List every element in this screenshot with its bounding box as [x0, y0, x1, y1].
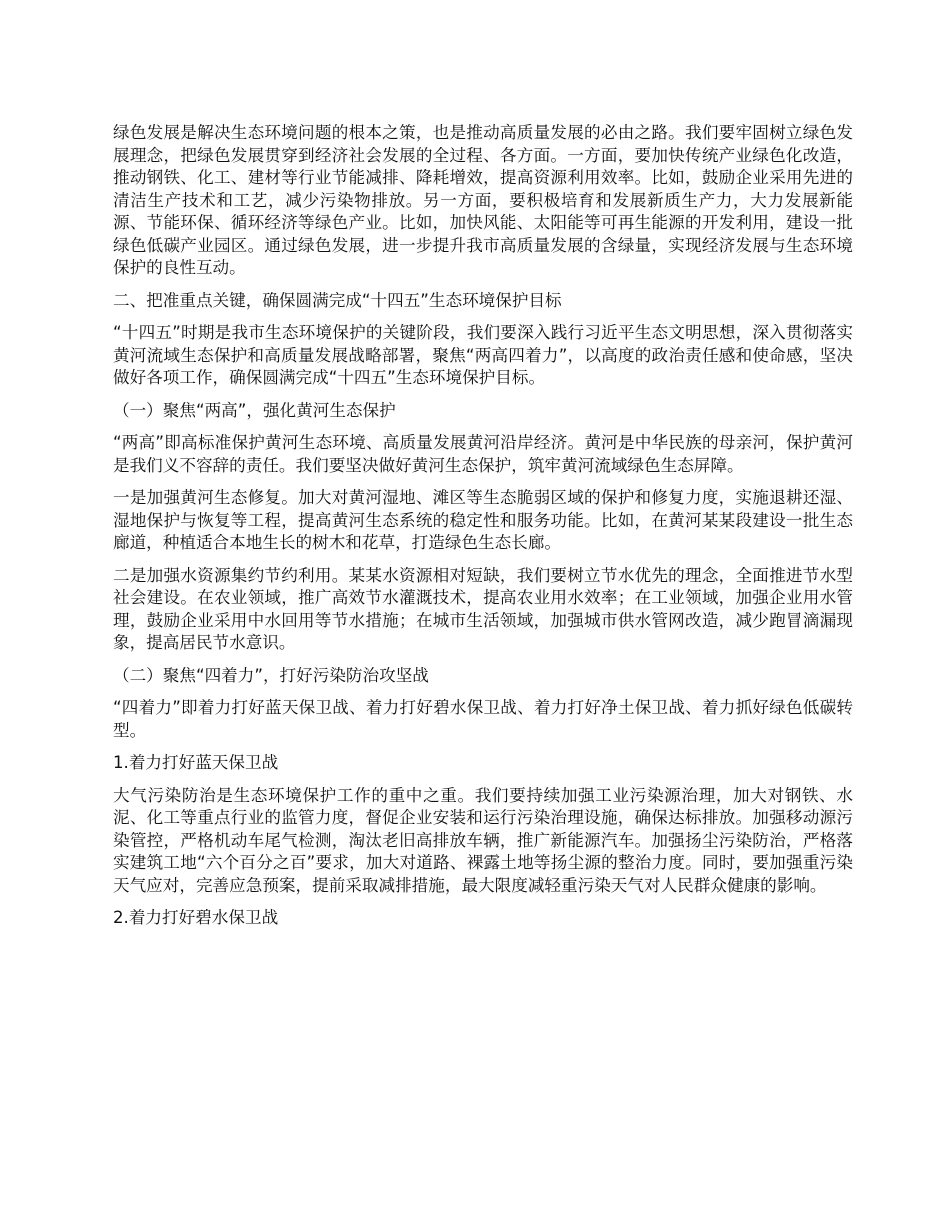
heading-section-two: 二、把准重点关键，确保圆满完成“十四五”生态环境保护目标	[113, 290, 562, 310]
heading-blue-sky: 1.着力打好蓝天保卫战	[113, 753, 279, 772]
heading-clear-water: 2.着力打好碧水保卫战	[113, 908, 279, 927]
paragraph-air-pollution: 大气污染防治是生态环境保护工作的重中之重。我们要持续加强工业污染源治理，加大对钢铁、水泥、化工等重点行业的监管力度，督促企业安装和运行污染治理设施，确保达标排放。加强移动源污染管控，严格机动车尾气检测，淘汰老旧高排放车辆，推广新能源汽车。加强扬尘污染防治，严格落实建筑工地“六个百分之百”要求，加大对道路、裸露土地等扬尘源的整治力度。同时，要加强重污染天气应对，完善应急预案，提前采取减排措施，最大限度减轻重污染天气对人民群众健康的影响。	[113, 785, 853, 895]
paragraph-green-development: 绿色发展是解决生态环境问题的根本之策，也是推动高质量发展的必由之路。我们要牢固树立绿色发展理念，把绿色发展贯穿到经济社会发展的全过程、各方面。一方面，要加快传统产业绿色化改造，推动钢铁、化工、建材等行业节能减排、降耗增效，提高资源利用效率。比如，鼓励企业采用先进的清洁生产技术和工艺，减少污染物排放。另一方面，要积极培育和发展新质生产力，大力发展新能源、节能环保、循环经济等绿色产业。比如，加快风能、太阳能等可再生能源的开发利用，建设一批绿色低碳产业园区。通过绿色发展，进一步提升我市高质量发展的含绿量，实现经济发展与生态环境保护的良性互动。	[113, 123, 853, 277]
heading-subsection-one: （一）聚焦“两高”，强化黄河生态保护	[113, 400, 396, 420]
paragraph-ecological-restoration: 一是加强黄河生态修复。加大对黄河湿地、滩区等生态脆弱区域的保护和修复力度，实施退耕还湿、湿地保护与恢复等工程，提高黄河生态系统的稳定性和服务功能。比如，在黄河某某段建设一批生态廊道，种植适合本地生长的树木和花草，打造绿色生态长廊。	[113, 488, 853, 552]
paragraph-two-highs: “两高”即高标准保护黄河生态环境、高质量发展黄河沿岸经济。黄河是中华民族的母亲河，保护黄河是我们义不容辞的责任。我们要坚决做好黄河生态保护，筑牢黄河流域绿色生态屏障。	[113, 433, 853, 475]
heading-subsection-two: （二）聚焦“四着力”，打好污染防治攻坚战	[113, 665, 429, 685]
paragraph-four-efforts: “四着力”即着力打好蓝天保卫战、着力打好碧水保卫战、着力打好净土保卫战、着力抓好绿色低碳转型。	[113, 698, 853, 740]
paragraph-water-conservation: 二是加强水资源集约节约利用。某某水资源相对短缺，我们要树立节水优先的理念，全面推进节水型社会建设。在农业领域，推广高效节水灌溉技术，提高农业用水效率；在工业领域，加强企业用水管理，鼓励企业采用中水回用等节水措施；在城市生活领域，加强城市供水管网改造，减少跑冒滴漏现象，提高居民节水意识。	[113, 565, 853, 652]
document-page	[113, 122, 853, 940]
paragraph-14th-five-year: “十四五”时期是我市生态环境保护的关键阶段，我们要深入践行习近平生态文明思想，深入贯彻落实黄河流域生态保护和高质量发展战略部署，聚焦“两高四着力”，以高度的政治责任感和使命感，坚决做好各项工作，确保圆满完成“十四五”生态环境保护目标。	[113, 323, 853, 387]
